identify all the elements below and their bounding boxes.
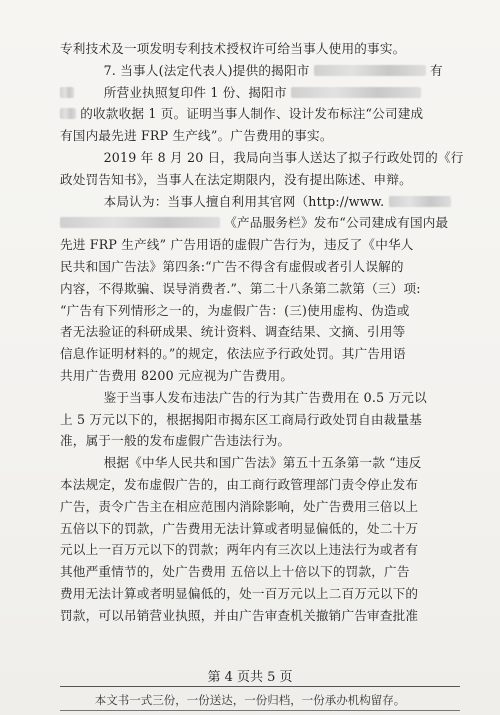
text-line: 罚款，可以吊销营业执照，并由广告审查机关撤销广告审查批准: [60, 607, 419, 623]
text-segment: 《产品服务栏》发布“公司建成有国内最: [224, 215, 449, 231]
text-line: 上 5 万元以下的，根据揭阳市揭东区工商局行政处罚自由裁量基: [60, 411, 423, 427]
text-line: 根据《中华人民共和国广告法》第五十五条第一款 “违反: [78, 455, 422, 471]
redaction-mark: [60, 108, 76, 119]
text-line: 元以上一百万元以下的罚款；两年内有三次以上违法行为或者有: [60, 542, 419, 558]
text-line: 先进 FRP 生产线” 广告用语的虚假广告行为，违反了《中华人: [60, 237, 414, 253]
text-line: [78, 103, 478, 125]
text-segment: 所营业执照复印件 1 份、揭阳市: [78, 84, 287, 100]
text-line: [78, 82, 478, 104]
document-body: [60, 38, 478, 627]
text-line: 本法规定，发布虚假广告的，由工商行政管理部门责令停止发布: [60, 476, 419, 492]
text-line: 鉴于当事人发布违法广告的行为其广告费用在 0.5 万元以: [78, 389, 427, 405]
text-line: 共用广告费用 8200 元应视为广告费用。: [60, 367, 294, 383]
text-segment: 的收款收据 1 页。证明当事人制作、设计发布标注“公司建成: [80, 106, 424, 122]
text-line: 者无法验证的科研成果、统计资料、调查结果、文摘、引用等: [60, 324, 406, 340]
text-line: 广告，责令广告主在相应范围内消除影响，处广告费用三倍以上: [60, 498, 419, 514]
redaction-mark: [60, 87, 74, 98]
page-number: 第 4 页共 5 页: [207, 670, 293, 685]
text-line: 2019 年 8 月 20 日，我局向当事人送达了拟子行政处罚的《行: [78, 149, 464, 165]
redaction-mark: [291, 87, 421, 98]
divider: [60, 686, 460, 687]
text-line: “广告有下列情形之一的，为虚假广告：(三)使用虚构、伪造或: [60, 302, 410, 318]
text-line: [78, 191, 478, 213]
redaction-mark: [314, 65, 426, 76]
text-segment: 本局认为：当事人擅自利用其官网（http://www.: [78, 193, 385, 209]
text-segment: 7. 当事人(法定代表人)提供的揭阳市: [78, 62, 310, 78]
text-line: [78, 212, 478, 234]
text-line: 内容，不得欺骗、误导消费者.”、第二十八条第二款第（三）项:: [60, 280, 421, 296]
text-line: 信息作证明材料的。”的规定，依法应予行政处罚。其广告用语: [60, 346, 406, 362]
text-line: 五倍以下的罚款，广告费用无法计算或者明显偏低的，处二十万: [60, 520, 419, 536]
text-line: 准，属于一般的发布虚假广告违法行为。: [60, 433, 291, 449]
text-line: 专利技术及一项发明专利技术授权许可给当事人使用的事实。: [60, 41, 406, 56]
text-line: [78, 60, 478, 82]
text-segment: 有: [429, 62, 443, 78]
divider: [60, 710, 460, 711]
text-line: 费用无法计算或者明显偏低的，处一百万元以上二百万元以下的: [60, 585, 419, 601]
redaction-mark: [389, 196, 451, 207]
text-line: 民共和国广告法》第四条:“广告不得含有虚假或者引人误解的: [60, 258, 404, 274]
text-line: 政处罚告知书》，当事人在法定期限内，没有提出陈述、申辩。: [60, 171, 412, 187]
copies-note: 本文书一式三份，一份送达，一份归档，一份承办机构留存。: [94, 693, 406, 707]
redaction-mark: [60, 217, 220, 228]
text-line: 其他严重情节的，处广告费用 五倍以上十倍以下的罚款，广告: [60, 564, 410, 580]
text-line: 有国内最先进 FRP 生产线”。广告费用的事实。: [60, 128, 333, 144]
